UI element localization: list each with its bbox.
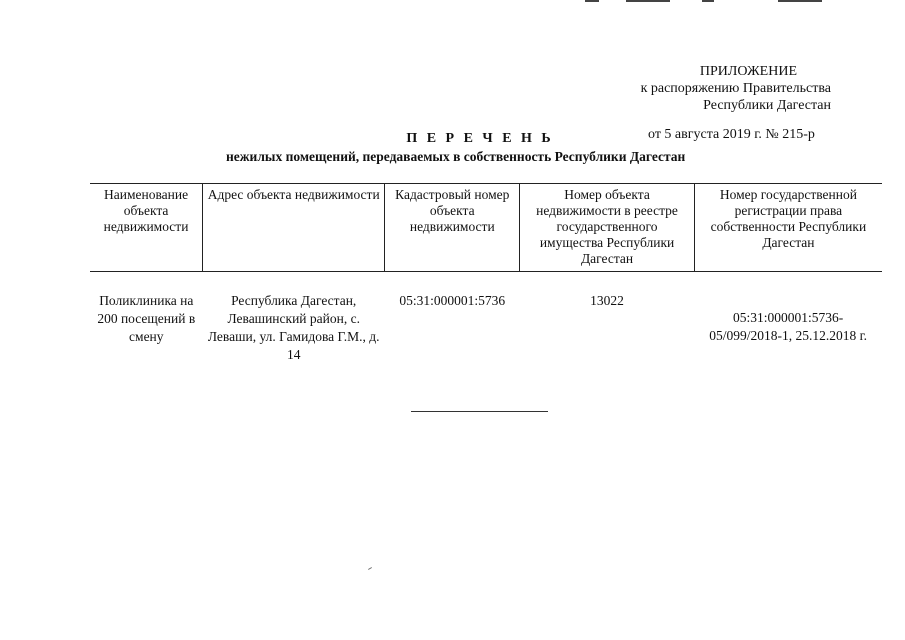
document-subtitle: нежилых помещений, передаваемых в собственность Республики Дагестан <box>226 149 686 164</box>
cell-cadastral: 05:31:000001:5736 <box>399 293 506 308</box>
property-table <box>90 183 882 364</box>
document-title: П Е Р Е Ч Е Н Ь <box>406 131 554 146</box>
scan-artifact <box>585 0 599 2</box>
cell-registration-wrap <box>694 272 882 365</box>
table-header-row <box>90 184 882 272</box>
header-registry-number: Номер объекта недвижимости в реестре государственного имущества Республики Дагестан <box>520 184 695 272</box>
cell-name: Поликлиника на 200 посещений в смену <box>97 293 196 344</box>
annex-title: ПРИЛОЖЕНИЕ <box>699 64 797 79</box>
header-cadastral: Кадастровый номер объекта недвижимости <box>385 184 520 272</box>
scan-artifact <box>702 0 714 2</box>
header-address: Адрес объекта недвижимости <box>203 184 385 272</box>
scan-artifact <box>778 0 822 2</box>
annex-line-1: к распоряжению Правительства <box>640 81 831 96</box>
annex-block <box>641 63 831 114</box>
cell-registry-number: 13022 <box>590 293 624 308</box>
scan-speck <box>368 567 372 570</box>
annex-line-2: Республики Дагестан <box>703 98 831 113</box>
header-registration: Номер государственной регистрации права собственности Республики Дагестан <box>694 184 882 272</box>
document-date-number: от 5 августа 2019 г. № 215-р <box>648 127 815 142</box>
table-row <box>90 272 882 365</box>
cell-address: Республика Дагестан, Левашинский район, с. Леваши, ул. Гамидова Г.М., д. 14 <box>207 293 380 362</box>
cell-registration: 05:31:000001:5736-05/099/2018-1, 25.12.2018 г. <box>709 310 868 343</box>
header-name: Наименование объекта недвижимости <box>90 184 203 272</box>
scan-artifact <box>626 0 670 2</box>
separator-line <box>411 411 548 412</box>
